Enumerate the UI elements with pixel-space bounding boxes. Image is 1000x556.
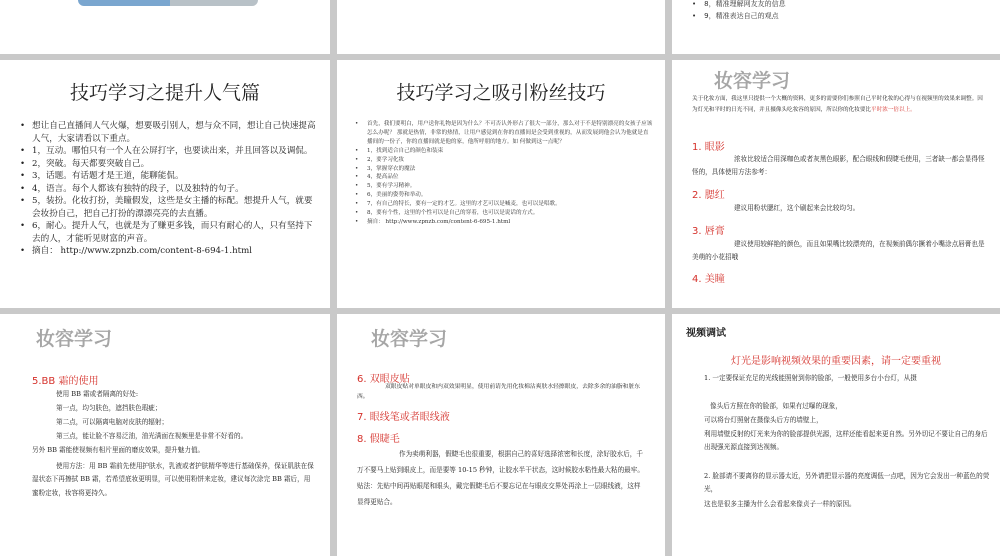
list-item: • 8，精准理解网友友的信息	[692, 0, 786, 10]
source-link[interactable]: • 摘自： http://www.zpnzb.com/content-6-695-1.html	[355, 218, 653, 227]
slide-thumb-video[interactable]	[672, 314, 1000, 556]
gray-band-decoration	[170, 0, 258, 6]
body-line: 这也是很多主播为什么会看起来像贞子一样的原因。	[704, 500, 856, 508]
body-line: 利用墙壁反射的灯光来为你的脸部提供光源，这样还能看起来更自然。另外切记不要让自己的身后出现强光源直接到达视频。	[704, 430, 988, 452]
slide-thumb-makeup-3[interactable]	[337, 314, 665, 556]
list-item: • 9，精准表达自己的观点	[692, 10, 786, 22]
slide-thumb-popularity[interactable]	[0, 60, 330, 308]
list-item: • 1，互动。哪怕只有一个人在公屏打字，也要读出来，并且回答以及调侃。	[20, 145, 316, 158]
section-title: 3. 唇膏	[692, 226, 725, 237]
list-item: • 8，要有个性，这里的个性可以是自己的穿着，也可以是说话的方式。	[355, 209, 653, 218]
blue-band-decoration	[78, 0, 170, 6]
intro-emphasis: 平时浓一倍以上。	[871, 107, 916, 113]
slide-heading: 妆容学习	[714, 71, 791, 92]
section-body: 建议用粉状腮红，这个刷起来会比较均匀。	[734, 204, 860, 212]
section-title: 8. 假睫毛	[357, 434, 400, 445]
body-line: 第一点，均匀肤色，遮挡肤色瑕疵；	[56, 404, 162, 412]
slide-heading: 视频调试	[686, 328, 726, 339]
slide-thumb-3[interactable]	[672, 0, 1000, 54]
list-item: • 5，装扮。化妆打扮，美瞳假发，这些是女主播的标配。想提升人气，就要会妆扮自己，把自己打扮的漂漂亮亮的去直播。	[20, 195, 316, 220]
section-body: 浓妆比较适合用深咖色或者灰黑色眼影，配合眼线和假睫毛使用，三者缺一都会显得怪怪的，具体使用方法参考：	[692, 155, 985, 177]
intro-text: 关于化妆方面，我这里只提供一个大概的资料，更多的需要你们参照自己平时化妆的心得与在视频里的效果来调整。因为灯光和平时的日光不同，并且摄像头吃妆容的原因，所以你的化妆要比	[692, 96, 983, 113]
list-item: • 4，语言。每个人都该有独特的段子，以及独特的句子。	[20, 183, 316, 196]
list-item: • 4，提高品位	[355, 173, 653, 182]
body-line: 第三点，能让脸不容易泛油，油光满面在视频里是非常不好看的。	[56, 432, 248, 440]
list-item: • 想让自己直播间人气火爆，想要吸引别人，想与众不同，想让自己快速提高人气，大家请看以下重点。	[20, 120, 316, 145]
section-body: 双眼皮贴对单眼皮和内双效果明显，使用前请先用化妆棉沾爽肤水轻擦眼皮，去除多余的油脂和脏东西。	[357, 384, 641, 400]
bullet-list	[355, 120, 653, 227]
list-item: • 6，美丽的姿势和举动。	[355, 191, 653, 200]
slide-thumb-1[interactable]	[0, 0, 330, 54]
source-link[interactable]: • 摘自： http://www.zpnzb.com/content-8-694-1.html	[20, 245, 316, 258]
section-body: 建议使用较鲜艳的颜色，而且如果嘴比较漂亮的，在视频前偶尔撅着小嘴涂点唇膏也是美萌的小花招哦	[692, 240, 985, 262]
slide-thumb-makeup-1[interactable]	[672, 60, 1000, 308]
body-line: 另外 BB 霜能使视频有相片里面的磨皮效果，提升魅力值。	[32, 446, 205, 454]
section-title: 6. 双眼皮贴	[357, 374, 410, 385]
section-title: 4. 美瞳	[692, 274, 725, 285]
slide-3-list	[692, 0, 786, 22]
slide-title: 技巧学习之吸引粉丝技巧	[396, 82, 606, 104]
section-title: 7. 眼线笔或者眼线液	[357, 412, 450, 423]
list-item: • 2，要学习化妆	[355, 156, 653, 165]
slide-subtitle: 灯光是影响视频效果的重要因素，请一定要重视	[731, 356, 941, 367]
body-line: 2. 脸部请不要离你的显示器太近，另外请把显示器的亮度调低一点吧，因为它会发出一种蓝色的荧光，	[704, 472, 990, 494]
slide-thumb-2[interactable]	[337, 0, 665, 54]
slide-heading: 妆容学习	[371, 329, 448, 350]
list-item: • 7，有自己的特长，要有一定的才艺。这里的才艺可以是喊麦，也可以是唱歌。	[355, 200, 653, 209]
list-item: • 6，耐心。提升人气，也就是为了赚更多钱，而只有耐心的人，只有坚持下去的人，才能听见财富的声音。	[20, 220, 316, 245]
section-title: 2. 腮红	[692, 190, 725, 201]
list-item: • 1，找到适合自己的颜色和装束	[355, 147, 653, 156]
slide-heading: 妆容学习	[36, 329, 113, 350]
intro-paragraph	[692, 94, 988, 116]
body-line: 使用 BB 霜或者隔离的好处:	[56, 390, 139, 398]
section-title: 1. 眼影	[692, 142, 725, 153]
list-item: • 5，要有学习精神。	[355, 182, 653, 191]
slide-thumb-makeup-2[interactable]	[0, 314, 330, 556]
slide-title: 技巧学习之提升人气篇	[69, 82, 260, 104]
list-item: • 2，突破。每天都要突破自己。	[20, 158, 316, 171]
body-line: 使用方法：用 BB 霜前先使用护肤水，乳液或者护肤精华等进行基础保养，保证肌肤在保湿状态下再擦拭 BB 霜，若希望底妆更明显，可以使用粉饼来定妆，建议每次涂完 BB 霜后，用蜜粉定妆，妆容将更持久。	[32, 462, 314, 497]
slide-thumb-fans[interactable]	[337, 60, 665, 308]
section-title: 5.BB 霜的使用	[32, 376, 99, 387]
body-line: 第二点，可以隔离电脑对皮肤的辐射；	[56, 418, 169, 426]
list-item: • 3，话题。有话题才是王道，能聊能侃。	[20, 170, 316, 183]
body-line: 1. 一定要保证充足的光线能照射到你的脸部，一般使用多台小台灯，从摄	[704, 374, 917, 382]
list-item: • 3，掌握穿衣的魔法	[355, 165, 653, 174]
list-item: • 首先，我们要明白，用户送你礼物是因为什么？不可否认外形占了很大一部分，那么对于不是特别漂亮的女孩子应该怎么办呢？ 那就是热情，非常的热情，让用户感觉到在你的直播间是会受到重视的，从而发展到他会认为他就是直播间的一份子，你的直播间就是他的家，他所呼朋的地方。如 何做到这一点呢？	[355, 120, 653, 147]
section-body: 作为卖萌利器，假睫毛也很重要，根据自己的喜好选择浓密和长度，涂好胶水后，千万不要马上贴到眼皮上，而是要等 10-15 秒钟，让胶水半干状态，这时候胶水粘性最大粘的最牢。贴法：先贴中间再贴眼尾和眼头，戴完假睫毛后不要忘记在与眼皮交界处再涂上一层眼线液，这样显得更贴合。	[357, 450, 644, 506]
body-line: 像头后方照在你的脸部，如果有过曝的现象，	[710, 402, 842, 410]
body-line: 可以将台灯照射在摄像头后方的墙壁上，	[704, 416, 823, 424]
bullet-list	[20, 120, 316, 258]
